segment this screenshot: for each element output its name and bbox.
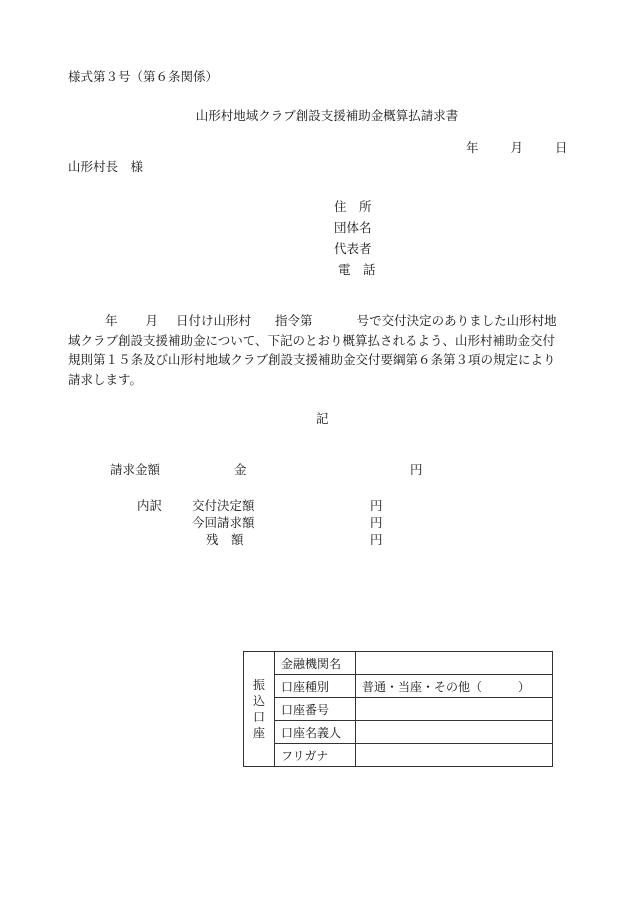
breakdown-row-decided-yen: 円 bbox=[370, 498, 383, 513]
bank-name-label: 金融機関名 bbox=[275, 652, 356, 675]
body-main: 号で交付決定のありました山形村地域クラブ創設支援補助金について、下記のとおり概算払されるよう、山形村補助金交付規則第１５条及び山形村地域クラブ創設支援補助金交付要綱第６条第３項の規定により請求します。 bbox=[68, 313, 557, 387]
applicant-phone-label: 電 話 bbox=[338, 262, 376, 277]
bank-side-label: 振 込 口 座 bbox=[244, 652, 275, 767]
body-month: 月 bbox=[145, 313, 159, 328]
table-row bbox=[244, 675, 553, 698]
table-row bbox=[244, 744, 553, 767]
account-type-field[interactable]: 普通・当座・その他（ ） bbox=[356, 675, 553, 698]
ki-heading: 記 bbox=[316, 411, 329, 426]
date-line bbox=[466, 140, 568, 155]
account-type-label: 口座種別 bbox=[275, 675, 356, 698]
table-row bbox=[244, 698, 553, 721]
body-date-ref: 日付け山形村 bbox=[176, 313, 252, 328]
bank-name-field[interactable] bbox=[356, 652, 553, 675]
date-year: 年 bbox=[466, 140, 479, 155]
account-number-label: 口座番号 bbox=[275, 698, 356, 721]
breakdown-row-current-yen: 円 bbox=[370, 515, 383, 530]
account-holder-field[interactable] bbox=[356, 721, 553, 744]
account-number-field[interactable] bbox=[356, 698, 553, 721]
amount-kin: 金 bbox=[234, 462, 247, 477]
breakdown-row-current: 今回請求額 bbox=[192, 515, 255, 530]
form-number: 様式第３号（第６条関係） bbox=[68, 69, 219, 84]
date-month: 月 bbox=[510, 140, 524, 155]
request-body-text bbox=[68, 311, 562, 389]
table-row bbox=[244, 652, 553, 675]
breakdown-row-balance: 残 額 bbox=[206, 532, 244, 547]
furigana-field[interactable] bbox=[356, 744, 553, 767]
table-row bbox=[244, 721, 553, 744]
breakdown-row-decided: 交付決定額 bbox=[192, 498, 255, 513]
applicant-address-label: 住 所 bbox=[334, 199, 372, 214]
bank-account-table bbox=[243, 651, 553, 767]
applicant-rep-label: 代表者 bbox=[334, 241, 372, 256]
breakdown-label: 内訳 bbox=[137, 498, 163, 513]
amount-yen: 円 bbox=[410, 462, 423, 477]
body-order-no: 指令第 bbox=[275, 313, 313, 328]
applicant-group-label: 団体名 bbox=[334, 220, 372, 235]
body-year: 年 bbox=[105, 313, 118, 328]
furigana-label: フリガナ bbox=[275, 744, 356, 767]
account-holder-label: 口座名義人 bbox=[275, 721, 356, 744]
document-title: 山形村地域クラブ創設支援補助金概算払請求書 bbox=[195, 108, 459, 123]
addressee: 山形村長 様 bbox=[68, 159, 144, 174]
amount-label: 請求金額 bbox=[110, 462, 161, 477]
breakdown-row-balance-yen: 円 bbox=[370, 532, 383, 547]
date-day: 日 bbox=[555, 140, 568, 155]
